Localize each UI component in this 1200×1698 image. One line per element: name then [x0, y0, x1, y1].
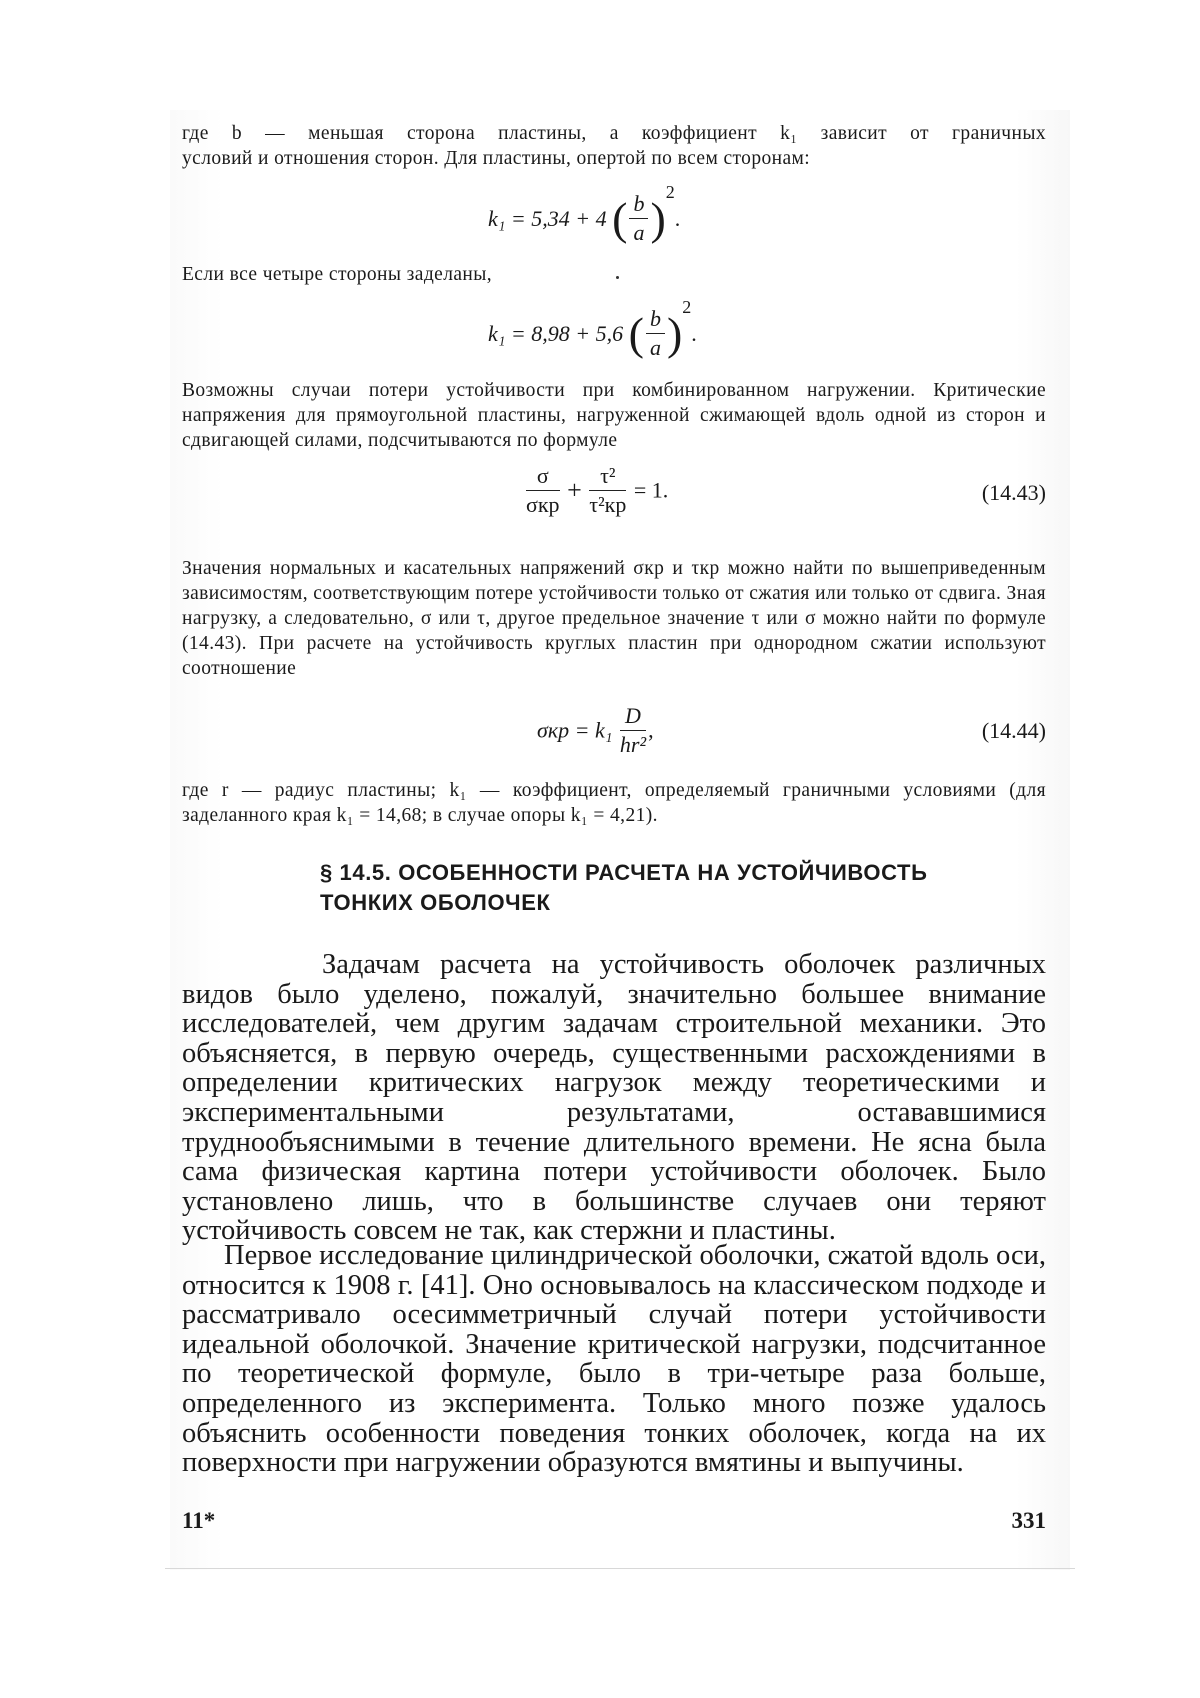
formula-1-lhs: k₁ = 5,34 + 4: [488, 205, 607, 231]
paragraph-2: Если все четыре стороны заделаны,: [182, 264, 493, 285]
section-heading: [320, 858, 1020, 918]
formula-3-num-1: σ: [526, 462, 560, 491]
formula-3-den-2: τ²кр: [589, 492, 627, 517]
paragraph-5: где r — радиус пластины; k₁ — коэффициент, определяемый граничными условиями (для заделанного края k₁ = 14,68; в случае опоры k₁ = 4,21).: [182, 780, 1046, 826]
equation-14-43: [182, 462, 1046, 532]
formula-k1-clamped: k₁ = 8,98 + 5,6 ( $\frac{b}{a}$ )$^2$.: [488, 297, 697, 361]
equation-number-14-44: (14.44): [981, 718, 1046, 743]
formula-4-denominator: hr²: [619, 732, 647, 757]
formula-2-denominator: a: [649, 335, 661, 361]
bottom-edge-line: [165, 1568, 1075, 1569]
paragraph-1-line-1: где b — меньшая сторона пластины, а коэффициент k₁ зависит от граничных: [182, 123, 1046, 144]
formula-2-tail: .: [691, 320, 697, 346]
equation-number-14-43: (14.43): [981, 480, 1046, 505]
section-heading-line-2: ТОНКИХ ОБОЛОЧЕК: [320, 890, 551, 915]
speck: [616, 276, 619, 279]
paragraph-3: Возможны случаи потери устойчивости при комбинированном нагружении. Критические напряжения для прямоугольной пластины, нагруженной сжимающей вдоль одной из сторон и сдвигающей силами, подсчитываются по формуле: [182, 380, 1046, 451]
section-heading-line-1: § 14.5. ОСОБЕННОСТИ РАСЧЕТА НА УСТОЙЧИВОСТЬ: [320, 860, 928, 885]
formula-4: [537, 702, 654, 759]
formula-1-exponent: 2: [665, 182, 675, 202]
formula-2-numerator: b: [646, 305, 665, 334]
formula-3: [524, 462, 668, 519]
paragraph-7: Первое исследование цилиндрической оболочки, сжатой вдоль оси, относится к 1908 г. [41]. Оно основывалось на классическом подходе и рассматривало осесимметричный случай потери устойчивости идеальной оболочкой. Значение критической нагрузки, подсчитанное по теоретической формуле, было в три-четыре раза больше, определенного из эксперимента. Только много позже удалось объяснить особенности поведения тонких оболочек, когда на их поверхности при нагружении образуются вмятины и выпучины.: [182, 1240, 1046, 1479]
page-number: 331: [1011, 1508, 1046, 1533]
formula-1-tail: .: [674, 205, 681, 231]
formula-4-lhs: σкр = k₁: [537, 717, 613, 743]
formula-3-fraction-sigma: [526, 462, 560, 519]
formula-3-fraction-tau: [589, 462, 626, 519]
signature-mark: 11*: [182, 1508, 216, 1533]
formula-2-exponent: 2: [682, 297, 692, 317]
formula-3-den-1: σкр: [526, 492, 560, 517]
paragraph-1-line-2: условий и отношения сторон. Для пластины, опертой по всем сторонам:: [182, 148, 811, 169]
formula-2-lhs: k₁ = 8,98 + 5,6: [488, 320, 624, 346]
paragraph-1: [182, 121, 1046, 171]
paragraph-4: Значения нормальных и касательных напряжений σкр и τкр можно найти по вышеприведенным зависимостям, соответствующим потере устойчивости только от сжатия или только от сдвига. Зная нагрузку, а следовательно, σ или τ, другое предельное значение τ или σ можно найти по формуле (14.43). При расчете на устойчивость круглых пластин при однородном сжатии используют соотношение: [182, 558, 1046, 679]
formula-3-rhs: = 1.: [633, 477, 669, 503]
formula-1-denominator: a: [633, 220, 645, 246]
paragraph-6: Задачам расчета на устойчивость оболочек различных видов было уделено, пожалуй, значительно большее внимание исследователей, чем другим задачам строительной механики. Это объясняется, в первую очередь, существенными расхождениями в определении критических нагрузок между теоретическими и экспериментальными результатами, остававшимися труднообъяснимыми в течение длительного времени. Не ясна была сама физическая картина потери устойчивости оболочек. Было установлено лишь, что в большинстве случаев они теряют устойчивость совсем не так, как стержни и пластины.: [182, 949, 1046, 1247]
formula-k1-supported: k₁ = 5,34 + 4 ( $\frac{b}{a}$ )$^2$.: [488, 182, 681, 246]
formula-1-fraction: [629, 190, 648, 247]
formula-4-numerator: D: [620, 702, 646, 731]
formula-3-num-2: τ²: [589, 462, 626, 491]
formula-3-plus: +: [567, 475, 582, 505]
formula-4-fraction: [620, 702, 646, 759]
formula-1-numerator: b: [629, 190, 648, 219]
formula-4-tail: ,: [648, 717, 654, 743]
equation-14-44: [182, 702, 1046, 762]
formula-2-fraction: [646, 305, 665, 362]
